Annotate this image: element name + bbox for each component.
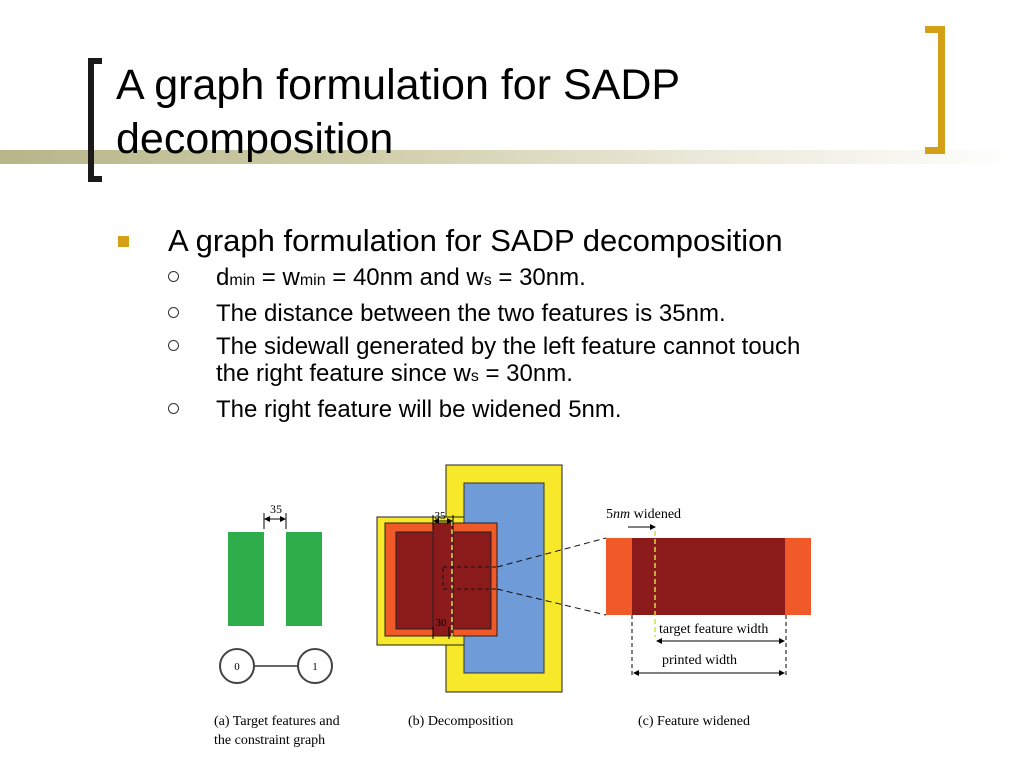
- left-bracket-decoration: [88, 58, 102, 182]
- panel-b-dim-35: 35: [434, 510, 446, 522]
- bullet-main: [118, 222, 938, 260]
- dmin-subscript: min: [229, 272, 256, 289]
- panel-a-caption-line1: (a) Target features and: [214, 714, 340, 729]
- sub-bullet-4-text: The right feature will be widened 5nm.: [216, 396, 622, 423]
- widened-label: 5nm widened: [606, 507, 682, 522]
- sub-bullet-2-text: The distance between the two features is 35nm.: [216, 300, 726, 327]
- panel-a-caption-line2: the constraint graph: [214, 733, 326, 748]
- ws-subscript: s: [470, 368, 479, 385]
- sub-bullet-3: [118, 333, 938, 390]
- right-bracket-decoration: [925, 26, 945, 154]
- target-feature-width-label: target feature width: [659, 622, 769, 637]
- circle-bullet-icon: [168, 271, 179, 282]
- ws-value: = 30nm.: [491, 264, 586, 291]
- value-text: = 40nm and w: [325, 264, 484, 291]
- sub-bullet-2: [118, 300, 938, 327]
- right-green-feature: [286, 532, 322, 626]
- left-red-feature: [396, 532, 433, 629]
- panel-b-dim-30: 30: [435, 617, 447, 629]
- right-red-feature: [453, 532, 491, 629]
- sub-bullet-1: [118, 264, 938, 294]
- square-bullet-icon: [118, 236, 129, 247]
- circle-bullet-icon: [168, 403, 179, 414]
- left-green-feature: [228, 532, 264, 626]
- ws-subscript: s: [483, 272, 492, 289]
- graph-node-0-label: 0: [234, 661, 240, 673]
- panel-b-decomposition: [377, 465, 562, 729]
- bullet-main-text: A graph formulation for SADP decomposition: [168, 223, 783, 258]
- widened-right-orange: [785, 538, 811, 615]
- panel-c-caption: (c) Feature widened: [638, 714, 750, 729]
- d-symbol: d: [216, 264, 230, 291]
- widened-left-orange: [606, 538, 632, 615]
- slide-title: [116, 58, 876, 166]
- bullet-list: [118, 222, 938, 429]
- panel-c-feature-widened: [606, 507, 811, 729]
- title-line-2: decomposition: [116, 115, 394, 163]
- sadp-figure: [200, 455, 824, 755]
- sub-bullet-list: [118, 264, 938, 423]
- printed-width-label: printed width: [662, 653, 738, 668]
- panel-a-dim-35: 35: [270, 502, 282, 516]
- panel-b-caption: (b) Decomposition: [408, 714, 514, 729]
- sub-bullet-3-line2a: the right feature since w: [216, 360, 471, 387]
- panel-a-target-features: [214, 502, 340, 748]
- circle-bullet-icon: [168, 340, 179, 351]
- wmin-subscript: min: [299, 272, 326, 289]
- circle-bullet-icon: [168, 307, 179, 318]
- title-line-1: A graph formulation for SADP: [116, 61, 681, 109]
- equals-w: = w: [255, 264, 300, 291]
- graph-node-1-label: 1: [312, 661, 318, 673]
- sub-bullet-3-line1: The sidewall generated by the left feature cannot touch: [216, 333, 801, 360]
- sub-bullet-3-line2b: = 30nm.: [478, 360, 573, 387]
- sub-bullet-4: [118, 396, 938, 423]
